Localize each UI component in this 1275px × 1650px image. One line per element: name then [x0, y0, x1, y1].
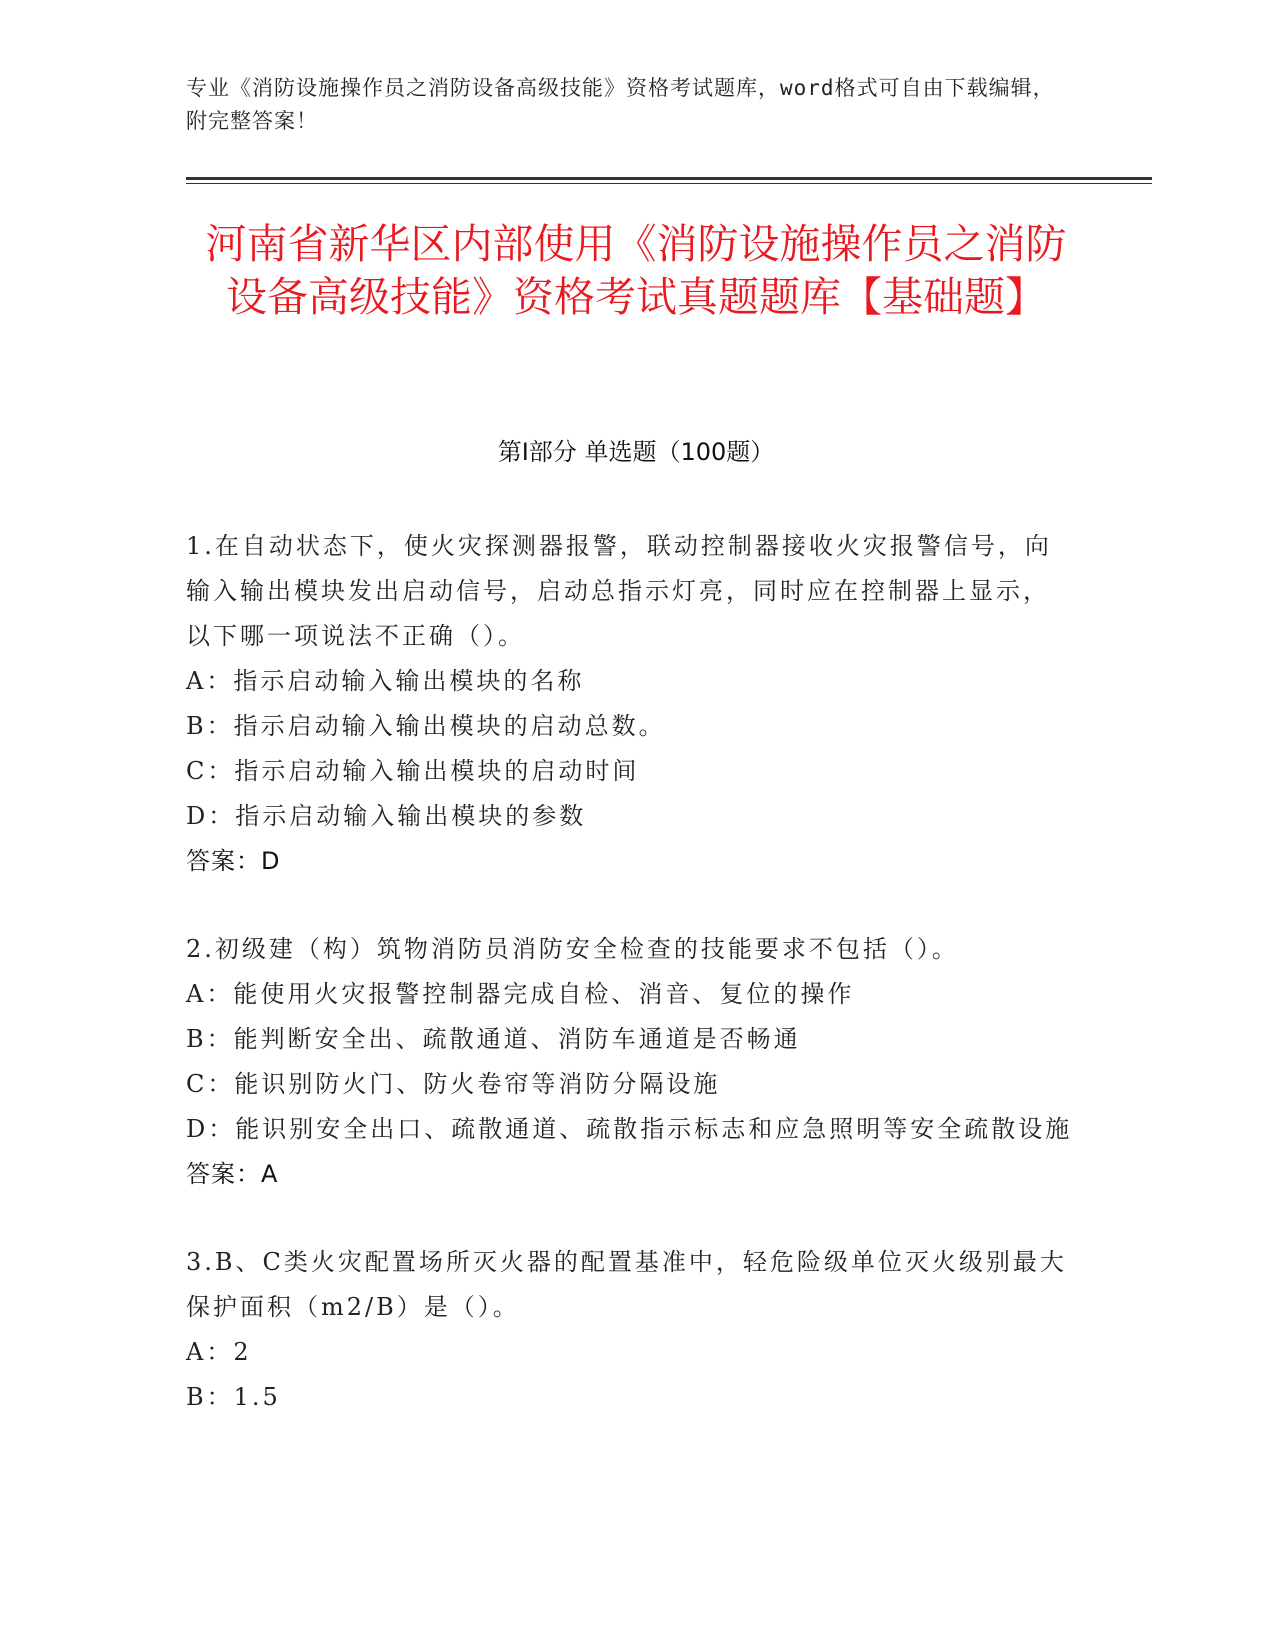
answer: 答案：D — [186, 847, 281, 875]
option-c: C：能识别防火门、防火卷帘等消防分隔设施 — [186, 1070, 721, 1098]
question-stem: 2.初级建（构）筑物消防员消防安全检查的技能要求不包括（）。 — [186, 935, 959, 963]
answer: 答案：A — [186, 1160, 279, 1188]
option-a: A：2 — [186, 1338, 252, 1366]
question-2 — [186, 927, 1076, 1197]
option-b: B：指示启动输入输出模块的启动总数。 — [186, 712, 666, 740]
document-title: 河南省新华区内部使用《消防设施操作员之消防设备高级技能》资格考试真题题库【基础题】 — [205, 220, 1067, 321]
question-1 — [186, 524, 1076, 884]
question-stem: 1.在自动状态下，使火灾探测器报警，联动控制器接收火灾报警信号，向输入输出模块发出启动信号，启动总指示灯亮，同时应在控制器上显示，以下哪一项说法不正确（）。 — [186, 532, 1052, 650]
option-a: A：指示启动输入输出模块的名称 — [186, 667, 585, 695]
header-note: 专业《消防设施操作员之消防设备高级技能》资格考试题库，word格式可自由下载编辑，附完整答案！ — [186, 76, 1055, 133]
question-list — [186, 524, 1076, 1463]
section-title: 第Ⅰ部分 单选题（100题） — [497, 438, 775, 466]
option-b: B：1.5 — [186, 1383, 281, 1411]
header-divider-thick — [186, 177, 1152, 180]
option-d: D：能识别安全出口、疏散通道、疏散指示标志和应急照明等安全疏散设施 — [186, 1115, 1073, 1143]
option-a: A：能使用火灾报警控制器完成自检、消音、复位的操作 — [186, 980, 855, 1008]
header-divider-thin — [186, 183, 1152, 184]
question-3 — [186, 1240, 1076, 1420]
question-stem: 3.B、C类火灾配置场所灭火器的配置基准中，轻危险级单位灭火级别最大保护面积（m2/B）是（）。 — [186, 1248, 1067, 1321]
option-b: B：能判断安全出、疏散通道、消防车通道是否畅通 — [186, 1025, 801, 1053]
option-c: C：指示启动输入输出模块的启动时间 — [186, 757, 640, 785]
option-d: D：指示启动输入输出模块的参数 — [186, 802, 587, 830]
